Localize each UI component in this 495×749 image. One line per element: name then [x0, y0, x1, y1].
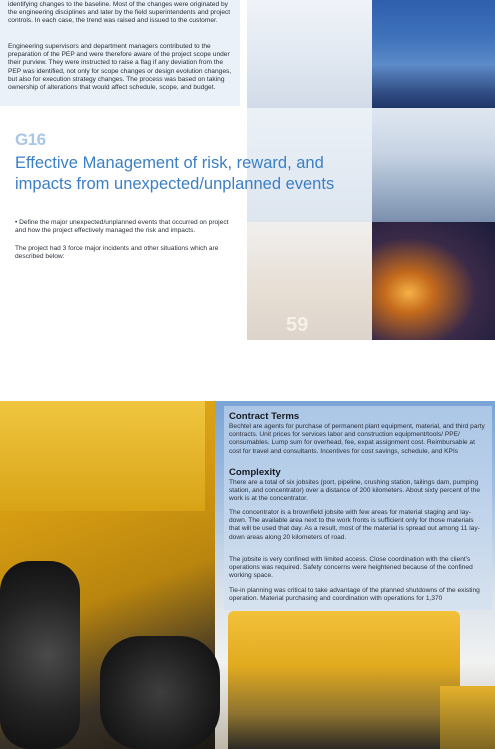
- intro-paragraph-2: Engineering supervisors and department managers contributed to the preparation of the PEP and were therefore aware of the project scope under their purview. They were instructed to raise a flag if any deviation from the PEP was identified, not only for scope changes or design evolution changes, but also for execution strategy changes. The process was based on taking ownership of alterations that would affect schedule, scope, and budget.: [8, 43, 232, 92]
- truck-bed: [0, 401, 205, 511]
- haul-truck-distant: [440, 686, 495, 749]
- intro-paragraph-1: identifying changes to the baseline. Most of the changes were originated by the engineering disciplines and later by the field superintendents and project controls. In each case, the trend was raised and issued to the customer.: [8, 1, 231, 25]
- night-plant-photo: [372, 222, 495, 340]
- faded-plant-photo: [247, 222, 372, 340]
- truck-tire: [100, 636, 220, 749]
- contract-terms-text: Bechtel are agents for purchase of permanent plant equipment, material, and third party contracts. Unit prices for services labor and construction equipment/tools/ PPE/ consumables. Lump sum for overhead, fee, expat assignment cost. Reimbursable at cost for travel and consultants. Incentives for cost savings, schedule, and KPIs: [229, 423, 485, 455]
- haul-truck-small: [228, 611, 460, 749]
- tie-in-text: Tie-in planning was critical to take advantage of the planned shutdowns of the existing operation. Material purchasing and coordination with operations for 1,370: [229, 587, 480, 603]
- contract-terms-heading: Contract Terms: [229, 411, 300, 422]
- mountain-photo: [372, 108, 495, 222]
- sky-photo: [372, 0, 495, 108]
- section-title: Effective Management of risk, reward, and impacts from unexpected/unplanned events: [15, 154, 335, 193]
- cloud-photo: [247, 0, 372, 108]
- complexity-text: There are a total of six jobsites (port, pipeline, crushing station, tailings dam, pumping station, and concentrator) over a distance of 200 kilometers. About sixty percent of the work is at the concentrator.: [229, 479, 481, 503]
- concentrator-text: The concentrator is a brownfield jobsite with few areas for material staging and lay-down. The available area next to the work fronts is sufficient only for those materials that will be used that day. As a result, most of the material is spread out among 11 lay-down areas along 20 kilometers of road.: [229, 509, 480, 541]
- bullet-paragraph: • Define the major unexpected/unplanned events that occurred on project and how the project effectively managed the risk and impacts.: [15, 219, 229, 235]
- truck-number: 59: [286, 314, 309, 336]
- incidents-paragraph: The project had 3 force major incidents and other situations which are described below:: [15, 245, 219, 261]
- jobsite-text: The jobsite is very confined with limited access. Close coordination with the client's operations was required. Safety concerns were heightened because of the confined working space.: [229, 556, 473, 580]
- complexity-heading: Complexity: [229, 467, 281, 478]
- section-number: G16: [15, 130, 46, 149]
- truck-tire: [0, 561, 80, 749]
